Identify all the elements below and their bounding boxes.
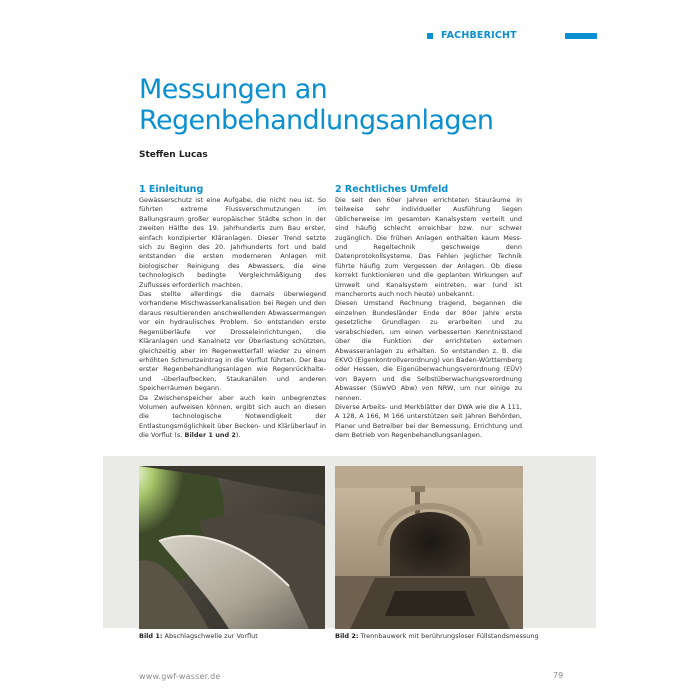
author-name: Steffen Lucas: [139, 150, 208, 160]
footer-url: www.gwf-wasser.de: [139, 672, 221, 681]
paragraph-text: Da Zwischenspeicher aber auch kein unbegrenztes Volumen aufweisen können, ergibt sich auch an diesen die technologische Notwendigkeit der Entlastungsmöglichkeit über Becken- und Klärüberlauf in die Vorflut (s.: [139, 393, 326, 440]
paragraph: Diesen Umstand Rechnung tragend, begannen die einzelnen Bundesländer Ende der 80er Jahre erste gesetzliche Grundlagen zu erarbeiten und zu verabschieden, um einen verbesserten Kenntnisstand über die Funktion der errichteten externen Abwasseranlagen zu erhalten. So entstanden z. B. die EKVO (Eigenkontrollverordnung) von Baden-Württemberg oder Hessen, die Eigenüberwachungsverordnung (EÜV) von Bayern und die Selbstüberwachungsverordnung Abwasser (SüwVO Abw) von NRW, um nur einige zu nennen.: [335, 299, 522, 402]
paragraph: Das stellte allerdings die damals überwiegend vorhandene Mischwasserkanalisation bei Regen und den daraus resultierenden anschwellenden Abwassermengen vor ein hydraulisches Problem. So entstanden erste Regenüberläufe vor Drosseleinrichtungen, die Kläranlagen und Kanalnetz vor Überlastung schützten, gleichzeitig aber im Regenwetterfall wieder zu einem erhöhten Schmutzeintrag in die Vorflut führten. Der Bau erster Regenbehandlungsanlagen wie Regenrückhalte- und -überlaufbecken, Staukanälen und anderen Speicherräumen begann.: [139, 290, 326, 393]
figure-reference: Bilder 1 und 2: [184, 431, 236, 440]
section-marker-square: [427, 33, 433, 39]
paragraph: [139, 394, 326, 441]
paragraph-text-end: ).: [235, 431, 241, 440]
paragraph: Die seit den 60er Jahren errichteten Stauräume in teilweise sehr individueller Ausführung liegen üblicherweise im gesamten Kanalsystem verteilt und sind häufig schlecht erreichbar bzw. nur schwer zugänglich. Die frühen Anlagen enthalten kaum Mess- und Regeltechnik geschweige denn Datenprotokollsysteme. Das Fehlen jeglicher Technik führte häufig zum Vergessen der Anlagen. Ob diese korrekt funktionieren und die geplanten Wirkungen auf Umwelt und Kanalsystem eintreten, war (und ist mancherorts auch noch heute) unbekannt.: [335, 196, 522, 299]
figure-2-label: Bild 2:: [335, 632, 359, 640]
figure-1-caption: [139, 632, 258, 640]
article-title: [139, 74, 493, 136]
paragraph: Gewässerschutz ist eine Aufgabe, die nicht neu ist. So führten extreme Flussverschmutzungen im Ballungsraum großer europäischer Städte schon in der zweiten Hälfte des 19. Jahrhunderts zum Bau erster, einfach konzipierter Kläranlagen. Dieser Trend setzte sich zu Beginn des 20. Jahrhunderts fort und bald entstanden die ersten moderneren Anlagen mit biologischer Reinigung des Abwassers, die eine technologisch bedingte Vergleichmäßigung des Zuflusses erforderlich machten.: [139, 196, 326, 289]
section-label: FACHBERICHT: [441, 30, 517, 41]
figure-2-caption-text: Trennbauwerk mit berührungsloser Füllstandsmessung: [360, 632, 539, 640]
figure-1-caption-text: Abschlagschwelle zur Vorflut: [164, 632, 258, 640]
paragraph: Diverse Arbeits- und Merkblätter der DWA wie die A 111, A 128, A 166, M 166 unterstützen seit Jahren Behörden, Planer und Betreiber bei der Bemessung, Errichtung und dem Betrieb von Regenbehandlungsanlagen.: [335, 402, 522, 440]
column-left: [139, 184, 326, 441]
figure-2-photo: [335, 466, 523, 629]
section-heading-introduction: 1 Einleitung: [139, 184, 204, 195]
figure-1-label: Bild 1:: [139, 632, 163, 640]
section-marker-bar: [565, 33, 597, 39]
title-line-1: Messungen an: [139, 74, 328, 105]
section-heading-legal: 2 Rechtliches Umfeld: [335, 184, 449, 195]
figure-2-caption: [335, 632, 539, 640]
title-line-2: Regenbehandlungsanlagen: [139, 105, 494, 136]
page-number: 79: [553, 671, 564, 680]
column-right: [335, 184, 522, 441]
figure-1-photo: [139, 466, 325, 629]
